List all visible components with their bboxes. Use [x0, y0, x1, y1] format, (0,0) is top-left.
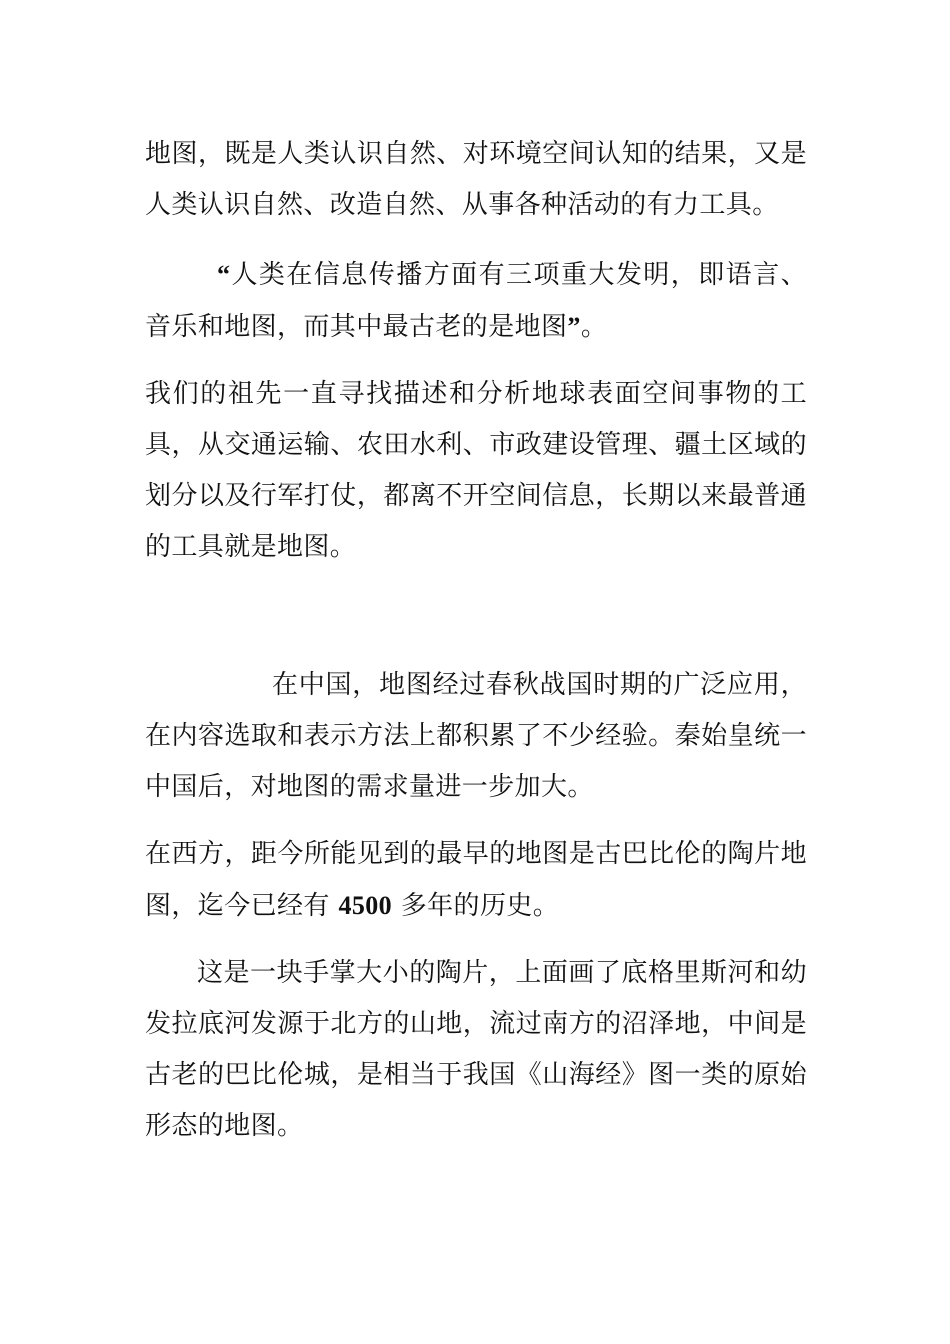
paragraph-babylon-map: [145, 829, 807, 932]
open-quote-mark: “: [217, 260, 231, 289]
close-quote-mark: ”: [567, 312, 581, 341]
paragraph-map-definition: 地图，既是人类认识自然、对环境空间认知的结果，又是人类认识自然、改造自然、从事各种活动的有力工具。: [145, 139, 807, 220]
babylon-text-after: 多年的历史。: [392, 891, 560, 921]
paragraph-quote-inventions: [145, 249, 807, 353]
babylon-text-before: 在西方，距今所能见到的最早的地图是古巴比伦的陶片地图，迄今已经有: [145, 839, 807, 921]
paragraph-china-maps: 在中国，地图经过春秋战国时期的广泛应用，在内容选取和表示方法上都积累了不少经验。秦始皇统一中国后，对地图的需求量进一步加大。: [145, 670, 807, 802]
quote-text: 人类在信息传播方面有三项重大发明，即语言、音乐和地图，而其中最古老的是地图: [145, 260, 807, 342]
quote-tail: 。: [580, 312, 608, 342]
paragraph-ancestors-tools: 我们的祖先一直寻找描述和分析地球表面空间事物的工具，从交通运输、农田水利、市政建设管理、疆土区域的划分以及行军打仗，都离不开空间信息，长期以来最普通的工具就是地图。: [145, 379, 807, 562]
years-number: 4500: [338, 891, 393, 920]
paragraph-clay-tablet: 这是一块手掌大小的陶片，上面画了底格里斯河和幼发拉底河发源于北方的山地，流过南方的沼泽地，中间是古老的巴比伦城，是相当于我国《山海经》图一类的原始形态的地图。: [145, 958, 807, 1141]
